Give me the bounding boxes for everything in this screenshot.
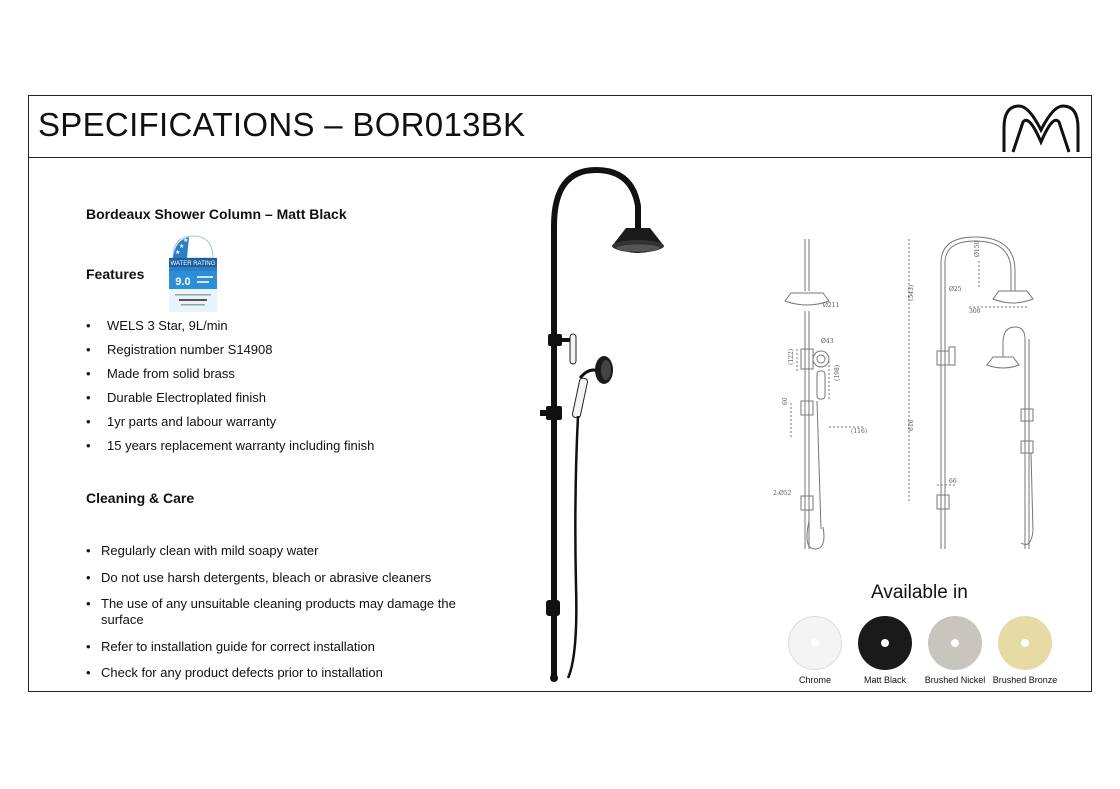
dim-label: Ø25 <box>949 286 962 293</box>
list-item: • WELS 3 Star, 9L/min <box>86 318 374 342</box>
dim-label: (543) <box>908 284 915 301</box>
swatch-label: Brushed Nickel <box>924 675 986 685</box>
swatch-disc <box>928 616 982 670</box>
finish-swatches <box>779 616 1058 686</box>
wels-heading: WATER RATING <box>170 261 216 267</box>
shower-column-photo-icon <box>534 166 674 686</box>
dim-label: (198) <box>834 364 841 381</box>
dimension-drawing-icon <box>769 231 1044 561</box>
dim-label: Ø43 <box>821 338 834 345</box>
dim-label: Ø211 <box>823 302 840 309</box>
brand-m-logo-icon <box>999 100 1083 156</box>
finish-swatch-matt-black[interactable] <box>849 616 921 685</box>
svg-text:★: ★ <box>179 244 185 250</box>
list-item: • 1yr parts and labour warranty <box>86 414 374 438</box>
swatch-label: Chrome <box>798 675 831 685</box>
available-in-heading: Available in <box>871 582 968 603</box>
list-item: • The use of any unsuitable cleaning products may damage the surface <box>86 596 466 628</box>
swatch-disc <box>998 616 1052 670</box>
dim-label: 2-Ø52 <box>773 490 792 497</box>
dim-label: Ø150 <box>974 240 981 257</box>
dim-label: 60 <box>782 397 789 405</box>
list-item: • Registration number S14908 <box>86 342 374 366</box>
swatch-disc <box>788 616 842 670</box>
wels-water-rating-label-icon <box>167 232 219 314</box>
product-name: Bordeaux Shower Column – Matt Black <box>86 206 347 222</box>
dim-label: 616 <box>908 419 915 431</box>
features-list <box>86 318 374 462</box>
list-item: • Made from solid brass <box>86 366 374 390</box>
svg-text:★: ★ <box>175 250 181 256</box>
wels-value: 9.0 <box>175 276 191 288</box>
dim-label: 300 <box>969 308 981 315</box>
care-list <box>86 543 466 692</box>
svg-text:★: ★ <box>183 238 189 244</box>
swatch-label: Matt Black <box>863 675 906 685</box>
finish-swatch-brushed-bronze[interactable] <box>989 616 1061 685</box>
dim-label: (122) <box>788 348 795 365</box>
list-item: • Durable Electroplated finish <box>86 390 374 414</box>
swatch-disc <box>858 616 912 670</box>
list-item: • Refer to installation guide for correct installation <box>86 639 466 655</box>
features-heading: Features <box>86 266 145 282</box>
list-item: • Check for any product defects prior to installation <box>86 665 466 681</box>
list-item: • 15 years replacement warranty including finish <box>86 438 374 462</box>
finish-swatch-chrome[interactable] <box>779 616 851 685</box>
list-item: • Regularly clean with mild soapy water <box>86 543 466 559</box>
swatch-label: Brushed Bronze <box>992 675 1058 685</box>
spec-sheet-frame <box>28 95 1092 692</box>
dim-label: 66 <box>949 478 957 485</box>
list-item: • Do not use harsh detergents, bleach or abrasive cleaners <box>86 570 466 586</box>
header-bar <box>29 96 1091 158</box>
care-heading: Cleaning & Care <box>86 490 195 506</box>
dim-label: (116) <box>851 428 868 435</box>
page-title: SPECIFICATIONS – BOR013BK <box>38 106 526 143</box>
finish-swatch-brushed-nickel[interactable] <box>919 616 991 685</box>
